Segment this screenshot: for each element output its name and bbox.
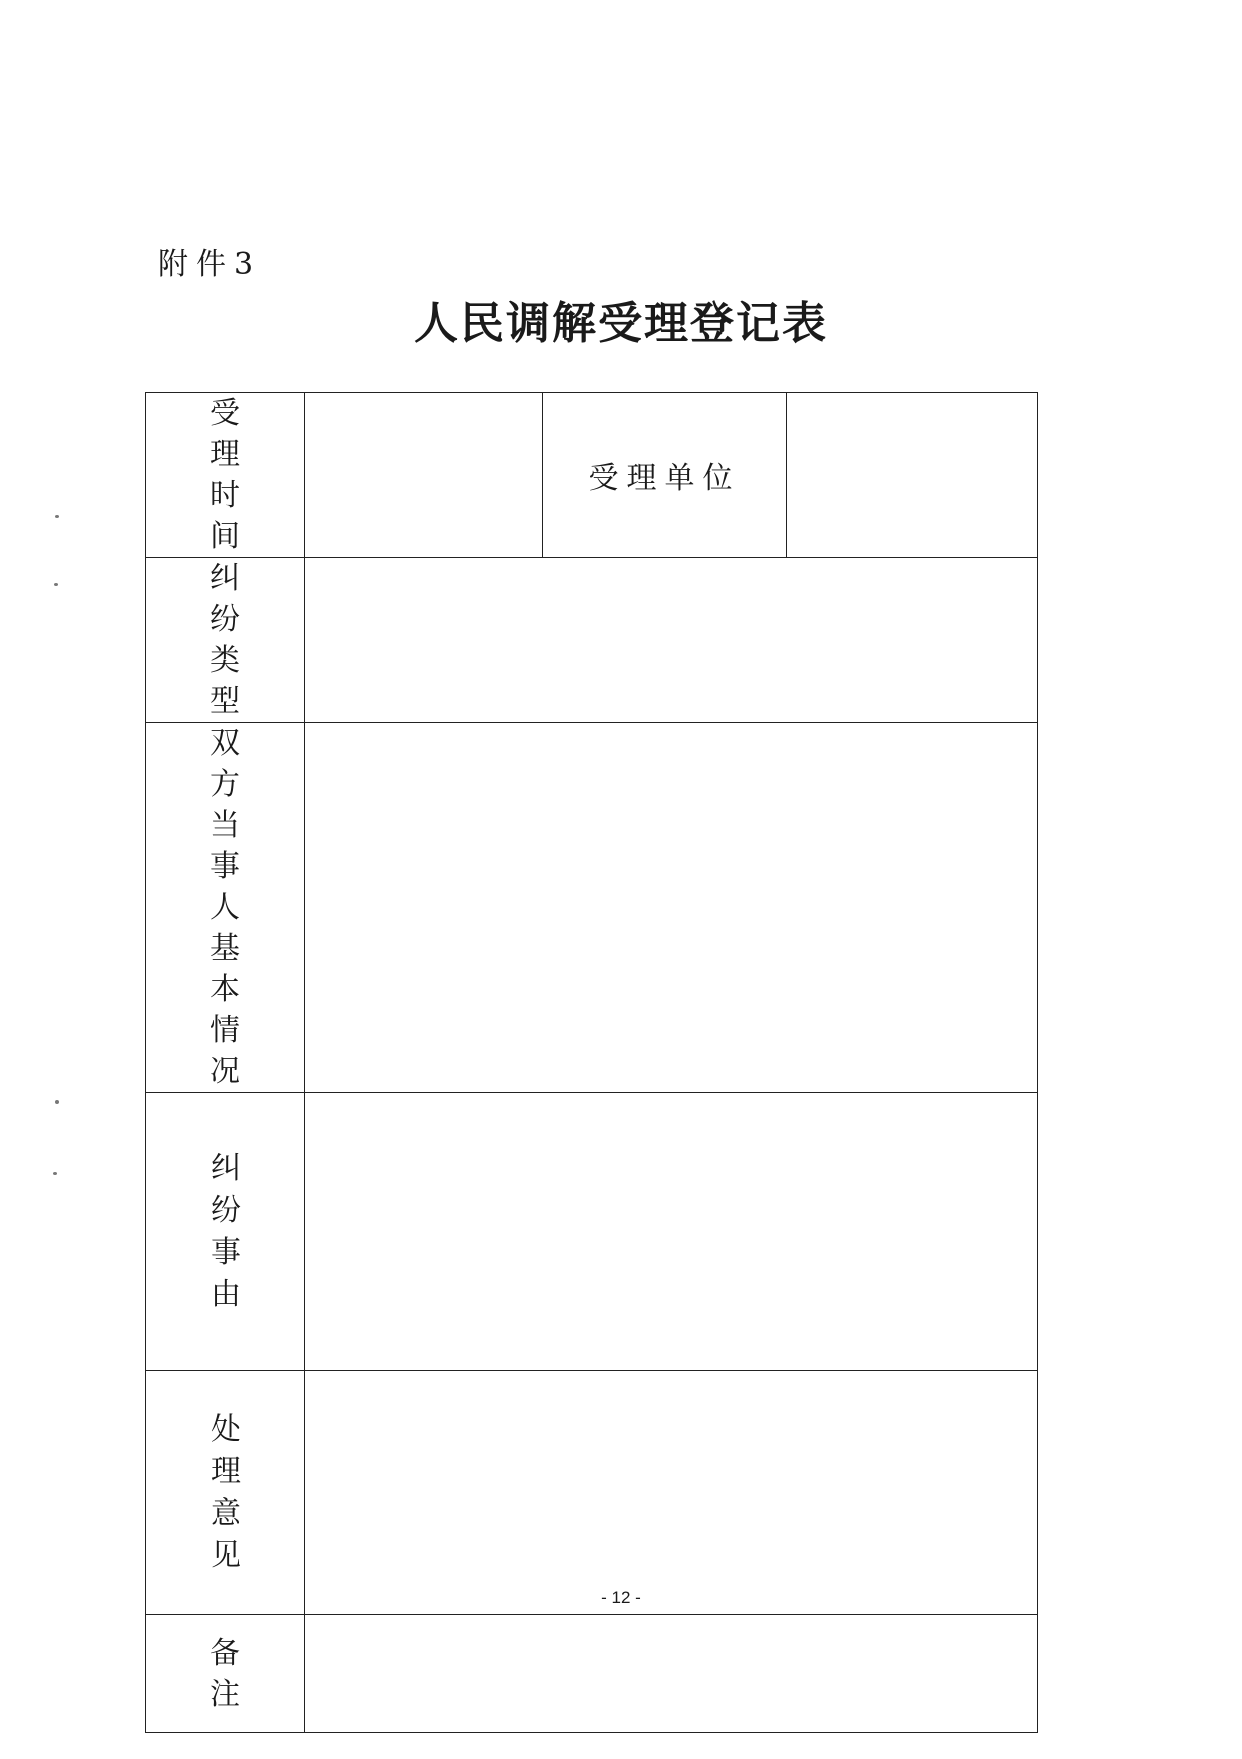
handling-opinion-label-cell bbox=[146, 1371, 305, 1615]
handling-opinion-label: 处理意见 bbox=[211, 1411, 249, 1573]
parties-info-label-cell bbox=[146, 723, 305, 1093]
row-receive-time bbox=[146, 393, 1038, 558]
remarks-field[interactable] bbox=[305, 1615, 1038, 1733]
receive-time-field[interactable] bbox=[305, 393, 543, 558]
dispute-cause-field[interactable] bbox=[305, 1093, 1038, 1371]
scan-speck bbox=[55, 515, 59, 518]
attachment-label: 附件3 bbox=[158, 247, 262, 282]
parties-info-label: 双方当事人基本情况 bbox=[210, 726, 248, 1089]
dispute-cause-label: 纠纷事由 bbox=[211, 1150, 249, 1312]
remarks-label: 备注 bbox=[210, 1635, 248, 1712]
receive-unit-label: 受理单位 bbox=[543, 393, 787, 558]
dispute-type-label: 纠纷类型 bbox=[210, 561, 248, 719]
parties-info-field[interactable] bbox=[305, 723, 1038, 1093]
row-dispute-type bbox=[146, 558, 1038, 723]
page-number: - 12 - bbox=[601, 1588, 641, 1607]
receive-time-label: 受理时间 bbox=[210, 396, 248, 554]
scan-speck bbox=[53, 1172, 57, 1175]
remarks-label-cell bbox=[146, 1615, 305, 1733]
receive-unit-field[interactable] bbox=[787, 393, 1038, 558]
row-parties-info bbox=[146, 723, 1038, 1093]
handling-opinion-field[interactable] bbox=[305, 1371, 1038, 1615]
registration-form-table bbox=[145, 392, 1038, 1733]
row-remarks bbox=[146, 1615, 1038, 1733]
row-handling-opinion bbox=[146, 1371, 1038, 1615]
receive-time-label-cell bbox=[146, 393, 305, 558]
dispute-cause-label-cell bbox=[146, 1093, 305, 1371]
scan-speck bbox=[55, 1100, 59, 1104]
dispute-type-field[interactable] bbox=[305, 558, 1038, 723]
dispute-type-label-cell bbox=[146, 558, 305, 723]
scan-speck bbox=[54, 583, 58, 586]
row-dispute-cause bbox=[146, 1093, 1038, 1371]
page-title: 人民调解受理登记表 bbox=[414, 298, 828, 349]
